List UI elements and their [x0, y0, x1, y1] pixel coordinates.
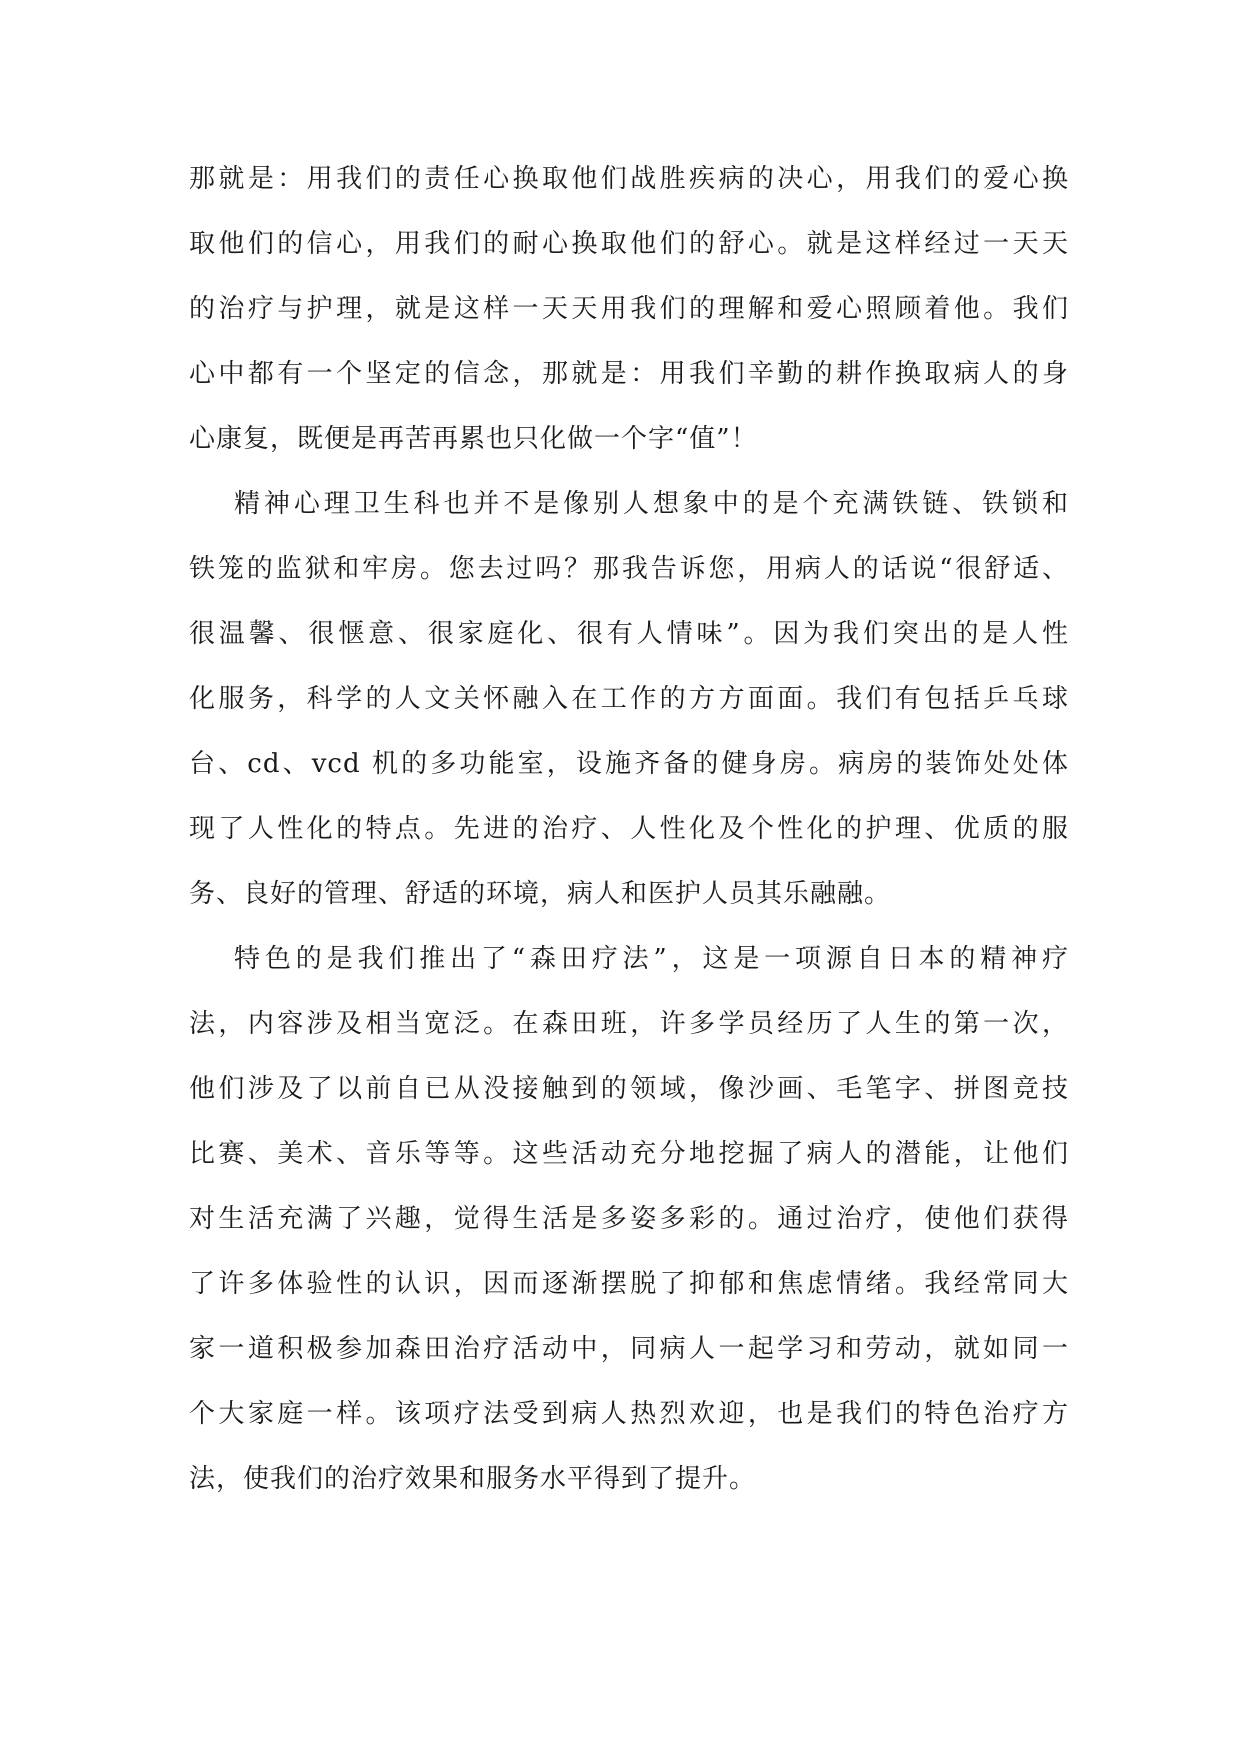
- paragraph-1: [189, 147, 1069, 472]
- paragraph-line: 的治疗与护理，就是这样一天天用我们的理解和爱心照顾着他。我们: [189, 294, 1069, 324]
- paragraph-line: 家一道积极参加森田治疗活动中，同病人一起学习和劳动，就如同一: [189, 1334, 1069, 1364]
- document-body: [189, 147, 1069, 1512]
- paragraph-line: 取他们的信心，用我们的耐心换取他们的舒心。就是这样经过一天天: [189, 229, 1069, 259]
- paragraph-line: 化服务，科学的人文关怀融入在工作的方方面面。我们有包括乒乓球: [189, 684, 1069, 714]
- paragraph-line: 心康复，既便是再苦再累也只化做一个字“值”！: [189, 424, 758, 454]
- paragraph-line: 比赛、美术、音乐等等。这些活动充分地挖掘了病人的潜能，让他们: [189, 1139, 1069, 1169]
- paragraph-line: 台、cd、vcd 机的多功能室，设施齐备的健身房。病房的装饰处处体: [189, 749, 1069, 779]
- paragraph-line: 他们涉及了以前自已从没接触到的领域，像沙画、毛笔字、拼图竞技: [189, 1074, 1069, 1104]
- paragraph-line: 现了人性化的特点。先进的治疗、人性化及个性化的护理、优质的服: [189, 814, 1069, 844]
- paragraph-line: 心中都有一个坚定的信念，那就是：用我们辛勤的耕作换取病人的身: [189, 359, 1069, 389]
- paragraph-line: 法，使我们的治疗效果和服务水平得到了提升。: [189, 1464, 757, 1494]
- paragraph-line: 务、良好的管理、舒适的环境，病人和医护人员其乐融融。: [189, 879, 892, 909]
- paragraph-line: 个大家庭一样。该项疗法受到病人热烈欢迎，也是我们的特色治疗方: [189, 1399, 1069, 1429]
- paragraph-line: 那就是：用我们的责任心换取他们战胜疾病的决心，用我们的爱心换: [189, 164, 1069, 194]
- paragraph-line: 对生活充满了兴趣，觉得生活是多姿多彩的。通过治疗，使他们获得: [189, 1204, 1069, 1234]
- paragraph-3: [189, 927, 1069, 1512]
- paragraph-2: [189, 472, 1069, 927]
- paragraph-line: 了许多体验性的认识，因而逐渐摆脱了抑郁和焦虑情绪。我经常同大: [189, 1269, 1069, 1299]
- paragraph-line: 铁笼的监狱和牢房。您去过吗？那我告诉您，用病人的话说“很舒适、: [189, 554, 1069, 584]
- paragraph-line: 特色的是我们推出了“森田疗法”，这是一项源自日本的精神疗: [234, 944, 1069, 974]
- paragraph-line: 法，内容涉及相当宽泛。在森田班，许多学员经历了人生的第一次，: [189, 1009, 1069, 1039]
- paragraph-line: 很温馨、很惬意、很家庭化、很有人情味”。因为我们突出的是人性: [189, 619, 1069, 649]
- paragraph-line: 精神心理卫生科也并不是像别人想象中的是个充满铁链、铁锁和: [234, 489, 1069, 519]
